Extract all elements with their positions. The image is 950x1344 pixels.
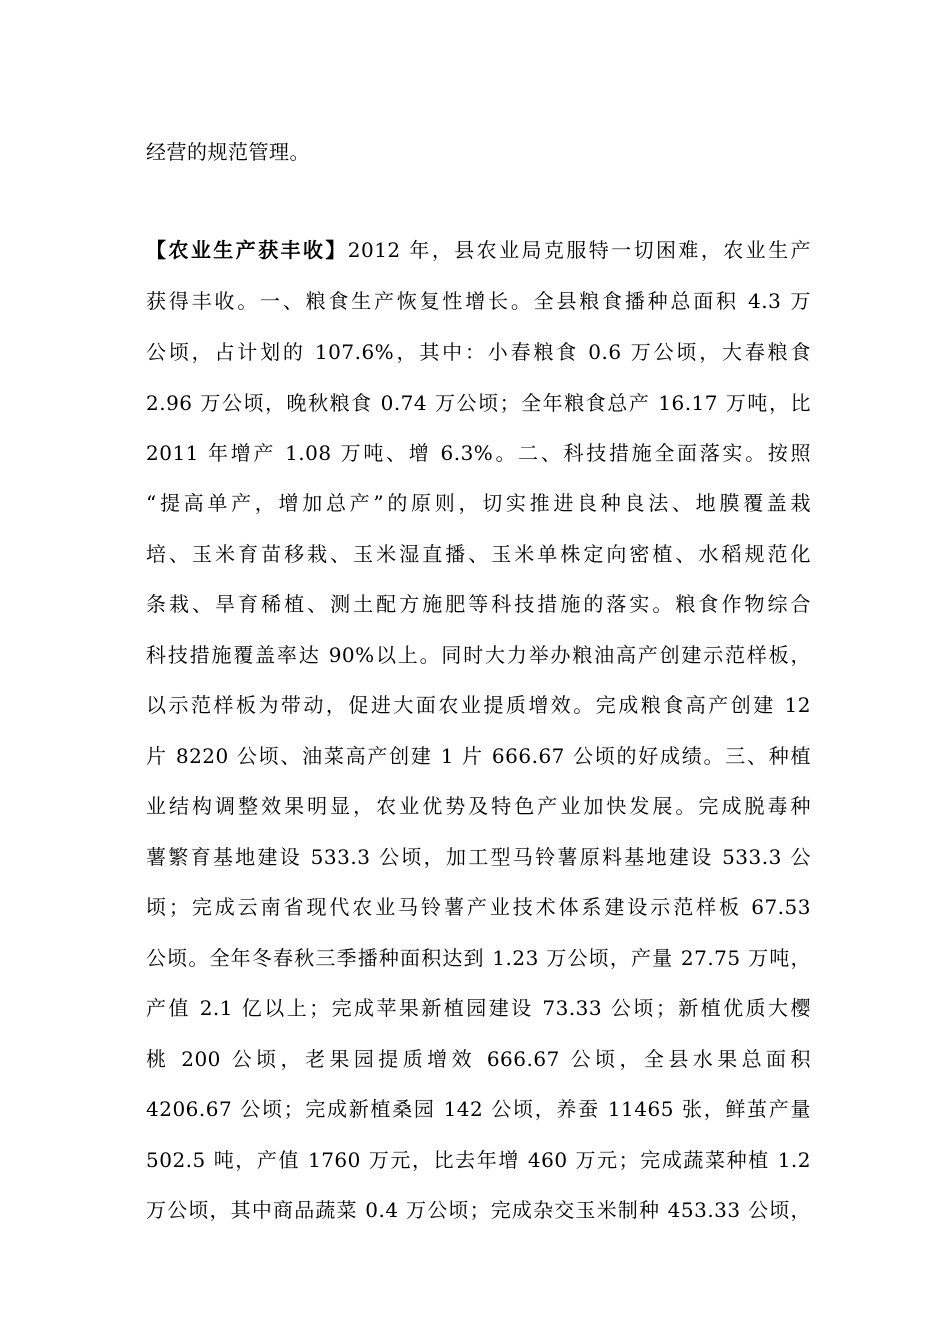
- paragraph-text: 4206.67 公顷；完成新植桑园 142 公顷，养蚕 11465 张，鲜茧产量: [146, 1097, 811, 1121]
- paragraph-text: 薯繁育基地建设 533.3 公顷，加工型马铃薯原料基地建设 533.3 公: [146, 845, 811, 869]
- paragraph-text: 2012 年，县农业局克服特一切困难，农业生产: [347, 238, 811, 262]
- paragraph-text: 2.96 万公顷，晚秋粮食 0.74 万公顷；全年粮食总产 16.17 万吨，比: [146, 391, 811, 415]
- paragraph-line-20: [146, 1196, 811, 1224]
- paragraph-line-2: [146, 287, 811, 315]
- paragraph-text: 获得丰收。一、粮食生产恢复性增长。全县粮食播种总面积 4.3 万: [146, 289, 811, 313]
- paragraph-line-3: [146, 338, 811, 366]
- paragraph-text: 科技措施覆盖率达 90%以上。同时大力举办粮油高产创建示范样板，: [146, 643, 811, 667]
- paragraph-line-10: [146, 691, 811, 719]
- paragraph-line-19: [146, 1146, 811, 1174]
- paragraph-text: 条栽、旱育稀植、测土配方施肥等科技措施的落实。粮食作物综合: [146, 592, 811, 616]
- intro-text: 经营的规范管理。: [146, 140, 310, 164]
- paragraph-text: 业结构调整效果明显，农业优势及特色产业加快发展。完成脱毒种: [146, 794, 811, 818]
- paragraph-line-1: [146, 236, 811, 264]
- paragraph-text: “提高单产，增加总产”的原则，切实推进良种良法、地膜覆盖栽: [146, 491, 811, 515]
- paragraph-text: 2011 年增产 1.08 万吨、增 6.3%。二、科技措施全面落实。按照: [146, 441, 811, 465]
- paragraph-text: 502.5 吨，产值 1760 万元，比去年增 460 万元；完成蔬菜种植 1.2: [146, 1148, 811, 1172]
- paragraph-text: 培、玉米育苗移栽、玉米湿直播、玉米单株定向密植、水稻规范化: [146, 542, 811, 566]
- paragraph-line-9: [146, 641, 811, 669]
- section-heading: 【农业生产获丰收】: [146, 238, 348, 262]
- paragraph-text: 片 8220 公顷、油菜高产创建 1 片 666.67 公顷的好成绩。三、种植: [146, 744, 811, 768]
- paragraph-line-4: [146, 389, 811, 417]
- paragraph-line-6: [146, 489, 811, 517]
- intro-line: [146, 138, 811, 166]
- paragraph-text: 产值 2.1 亿以上；完成苹果新植园建设 73.33 公顷；新植优质大樱: [146, 996, 811, 1020]
- paragraph-line-14: [146, 893, 811, 921]
- paragraph-line-8: [146, 590, 811, 618]
- paragraph-line-15: [146, 944, 811, 972]
- paragraph-line-17: [146, 1045, 811, 1073]
- paragraph-line-18: [146, 1095, 811, 1123]
- paragraph-line-12: [146, 792, 811, 820]
- paragraph-text: 公顷。全年冬春秋三季播种面积达到 1.23 万公顷，产量 27.75 万吨，: [146, 946, 811, 970]
- paragraph-text: 万公顷，其中商品蔬菜 0.4 万公顷；完成杂交玉米制种 453.33 公顷，: [146, 1198, 811, 1222]
- paragraph-text: 桃 200 公顷，老果园提质增效 666.67 公顷，全县水果总面积: [146, 1047, 811, 1071]
- paragraph-text: 公顷，占计划的 107.6%，其中：小春粮食 0.6 万公顷，大春粮食: [146, 340, 811, 364]
- paragraph-line-11: [146, 742, 811, 770]
- paragraph-line-13: [146, 843, 811, 871]
- paragraph-line-5: [146, 439, 811, 467]
- paragraph-line-16: [146, 994, 811, 1022]
- paragraph-text: 以示范样板为带动，促进大面农业提质增效。完成粮食高产创建 12: [146, 693, 811, 717]
- paragraph-line-7: [146, 540, 811, 568]
- paragraph-text: 顷；完成云南省现代农业马铃薯产业技术体系建设示范样板 67.53: [146, 895, 811, 919]
